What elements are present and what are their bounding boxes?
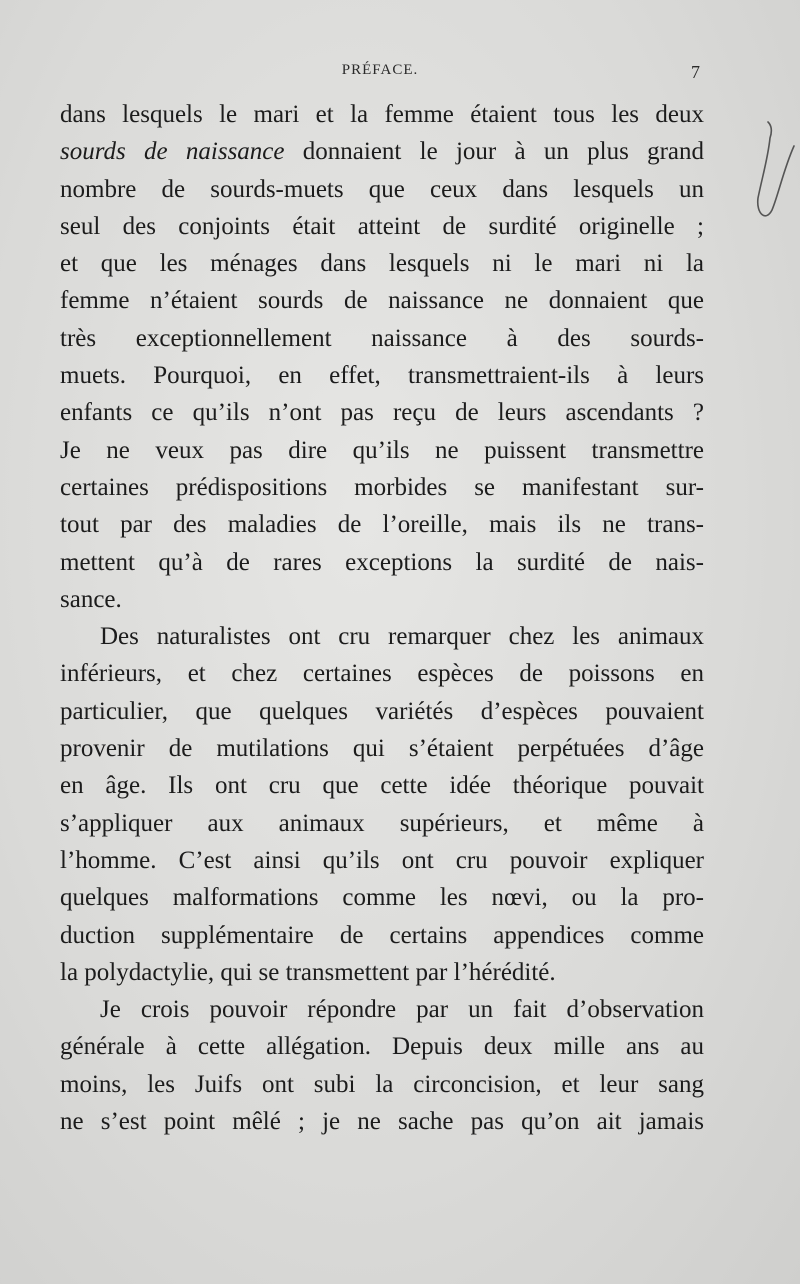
text-line: en âge. Ils ont cru que cette idée théorique pouvait bbox=[60, 772, 704, 800]
text-line: particulier, que quelques variétés d’espèces pouvaient bbox=[60, 697, 704, 725]
text-line: muets. Pourquoi, en effet, transmettraient-ils à leurs bbox=[60, 362, 704, 390]
text-line: inférieurs, et chez certaines espèces de poissons en bbox=[60, 660, 704, 688]
text-line: moins, les Juifs ont subi la circoncision, et leur sang bbox=[60, 1070, 704, 1098]
running-title: PRÉFACE. bbox=[341, 62, 419, 78]
text-line: sourds de naissance donnaient le jour à un plus grand bbox=[60, 138, 704, 166]
text-line: générale à cette allégation. Depuis deux mille ans au bbox=[60, 1033, 704, 1061]
italic-phrase: sourds de naissance bbox=[60, 138, 285, 166]
page-header bbox=[60, 62, 700, 86]
text-line: Je crois pouvoir répondre par un fait d’observation bbox=[100, 996, 704, 1024]
text-line: provenir de mutilations qui s’étaient perpétuées d’âge bbox=[60, 735, 704, 763]
handwritten-margin-mark bbox=[748, 118, 798, 228]
text-line: très exceptionnellement naissance à des sourds- bbox=[60, 324, 704, 352]
text-line: tout par des maladies de l’oreille, mais ils ne trans- bbox=[60, 511, 704, 539]
text-line: mettent qu’à de rares exceptions la surdité de nais- bbox=[60, 548, 704, 576]
text-line: femme n’étaient sourds de naissance ne donnaient que bbox=[60, 287, 704, 315]
text-line: ne s’est point mêlé ; je ne sache pas qu’on ait jamais bbox=[60, 1108, 704, 1136]
text-line: s’appliquer aux animaux supérieurs, et même à bbox=[60, 809, 704, 837]
text-line: Je ne veux pas dire qu’ils ne puissent transmettre bbox=[60, 436, 704, 464]
text-line: et que les ménages dans lesquels ni le mari ni la bbox=[60, 250, 704, 278]
text-line: duction supplémentaire de certains appendices comme bbox=[60, 921, 704, 949]
text-line: enfants ce qu’ils n’ont pas reçu de leurs ascendants ? bbox=[60, 399, 704, 427]
text-line: sance. bbox=[60, 585, 122, 613]
text-line: Des naturalistes ont cru remarquer chez les animaux bbox=[100, 623, 704, 651]
body-text bbox=[60, 96, 704, 1140]
text-line: nombre de sourds-muets que ceux dans lesquels un bbox=[60, 175, 704, 203]
text-line: quelques malformations comme les nœvi, ou la pro- bbox=[60, 884, 704, 912]
text-line: l’homme. C’est ainsi qu’ils ont cru pouvoir expliquer bbox=[60, 846, 704, 874]
text-line: certaines prédispositions morbides se manifestant sur- bbox=[60, 473, 704, 501]
text-line: dans lesquels le mari et la femme étaient tous les deux bbox=[60, 101, 704, 128]
text-line: seul des conjoints était atteint de surdité originelle ; bbox=[60, 212, 704, 240]
page-number: 7 bbox=[691, 62, 700, 82]
text-line: la polydactylie, qui se transmettent par l’hérédité. bbox=[60, 958, 556, 986]
